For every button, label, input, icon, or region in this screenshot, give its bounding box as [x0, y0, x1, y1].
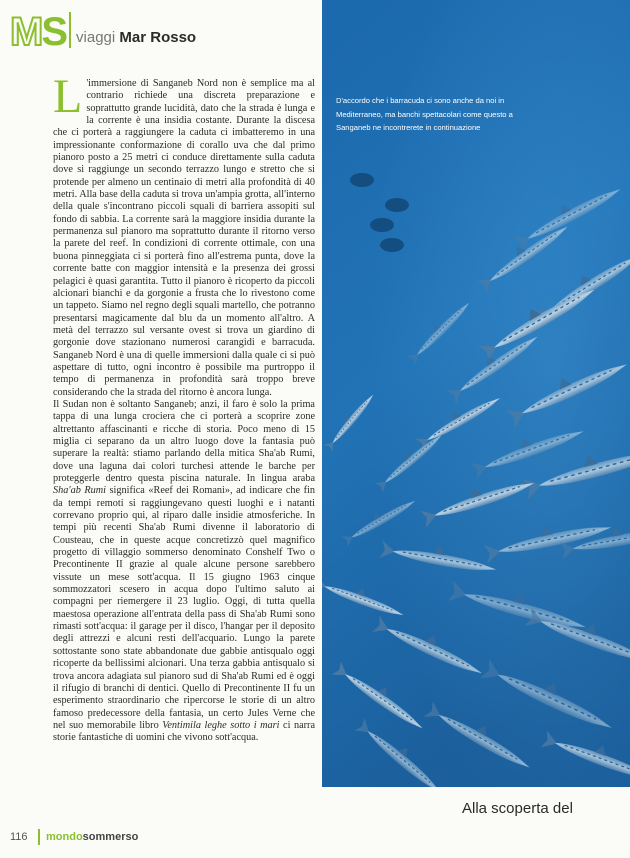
- paragraph-2-text-c: ci narra storie fantastiche di uomini che vivono sott'acqua.: [53, 719, 316, 744]
- paragraph-2-book-title: Ventimila leghe sotto i mari: [162, 719, 280, 731]
- footer-divider: [38, 829, 40, 845]
- page-number: 116: [10, 831, 28, 843]
- drop-cap: L: [53, 70, 83, 123]
- magazine-brand: [46, 831, 138, 843]
- logo-letter-s: S: [41, 10, 68, 54]
- page-header: [10, 10, 197, 54]
- small-fish: [350, 173, 374, 187]
- paragraph-1-text: 'immersione di Sanganeb Nord non è semplice ma al contrario richiede una discreta preparazione e soprattutto grande lucidità, dato che la strada è lunga e la corrente è una insidia costante. Durante la discesa che ci porterà a raggiungere la caduta ci imbatteremo in una impressionante conformazione di corallo uva che dal primo pianoro posto a 25 metri ci conduce direttamente sulla caduta dove si raggiunge un secondo terrazzo lungo e stretto che si protende per almeno un centinaio di metri alla profondità di 40 metri. Alla base della caduta si trova un'ampia grotta, all'interno della quale s'incontrano piccoli squali di barriera assopiti sul fondo di sabbia. La corrente sarà la maggiore insidia durante la permanenza sul pianoro ma soprattutto durante il ritorno verso la parete del reef. In condizioni di corrente ottimale, con una buona pinneggiata ci si porterà fino all'estrema punta, dove la corrente batte con maggior intensità e la presenza dei grossi pelagici è quasi garantita. Tutto il pianoro è ricoperto da piccoli alcionari bianchi e da gorgonie a frusta che lo rivestono come un tappeto. Siamo nel regno degli squali martello, che potranno presentarsi magicamente dal blu da un momento all'altro. A metà del terrazzo sul versante ovest si trova un giardino di gorgonie dove stazionano numerosi carangidi e barracuda. Sanganeb Nord è una di quelle immersioni dalla quale ci si può aspettare di tutto, ogni incontro è possibile ma purtroppo il tempo di permanenza in profondità sarà troppo breve considerando che la strada del ritorno è ancora lunga.: [53, 78, 315, 398]
- logo-letter-m: M: [10, 10, 42, 54]
- section-location: Mar Rosso: [119, 29, 197, 46]
- small-fish: [370, 218, 394, 232]
- section-category: viaggi: [76, 29, 116, 46]
- article-paragraph-1: [53, 70, 315, 399]
- small-fish: [380, 238, 404, 252]
- page-footer: [10, 828, 138, 846]
- small-fish: [385, 198, 409, 212]
- magazine-logo: [10, 10, 74, 54]
- paragraph-2-italic-name: Sha'ab Rumi: [53, 485, 106, 497]
- logo-divider: [69, 12, 71, 48]
- brand-part-1: mondo: [46, 831, 83, 843]
- paragraph-2-text-a: Il Sudan non è soltanto Sanganeb; anzi, il faro è solo la prima tappa di una lunga crociera che ci porterà a scoprire zone altrettanto affascinanti e ricche di storia. Poco meno di 15 miglia ci separano da un altro luogo dove la fantasia può superare la realtà: stiamo parlando della mitica Sha'ab Rumi, dove una laguna dai colori turchesi attende le barche per proteggerle dentro questa piscina naturale. In lingua araba: [53, 398, 315, 484]
- brand-part-2: sommerso: [82, 831, 139, 843]
- photo-caption: D'accordo che i barracuda ci sono anche da noi in Mediterraneo, ma banchi spettacolari come questo a Sanganeb ne incontrerete in continuazione: [336, 96, 513, 132]
- article-paragraph-2: [53, 399, 315, 745]
- next-article-title: Alla scoperta del: [462, 800, 573, 817]
- article-body: [53, 70, 316, 745]
- paragraph-2-text-b: significa «Reef dei Romani», ad indicare che fin da tempi remoti si raggiungevano questi luoghi e i natanti correvano proprio qui, al riparo dalle insidie atmosferiche. In tempi più recenti Sha'ab Rumi divenne il laboratorio di Cousteau, che in queste acque concretizzò quel magnifico progetto di villaggio sommerso denominato Conshelf Two o Precontinente II grazie al quale alcune persone sarebbero vissute un mese sott'acqua. Il 15 giugno 1963 cinque sommozzatori scesero in acqua dopo l'ultimo saluto ai compagni per riemergere il 23 luglio. Oggi, di tutta quella maestosa operazione all'entrata della pass di Sha'ab Rumi sono rimasti sott'acqua: il garage per il disco, l'hangar per il deposito degli attrezzi e alcuni resti dell'acquario. Lungo la parete sottostante sono state abbandonate due gabbie antisqualo oggi ricoperte da bellissimi alcionari. Una terza gabbia antisqualo si trova ancora adagiata sul pianoro sud di Sha'ab Rumi ed è oggi il rifugio di branchi di dentici. Quello di Precontinente II fu un esperimento straordinario che ripercorse le storie di un altro famoso predecessore della fantasia, un certo Jules Verne che nel suo memorabile libro: [53, 485, 315, 731]
- section-label: [76, 29, 196, 46]
